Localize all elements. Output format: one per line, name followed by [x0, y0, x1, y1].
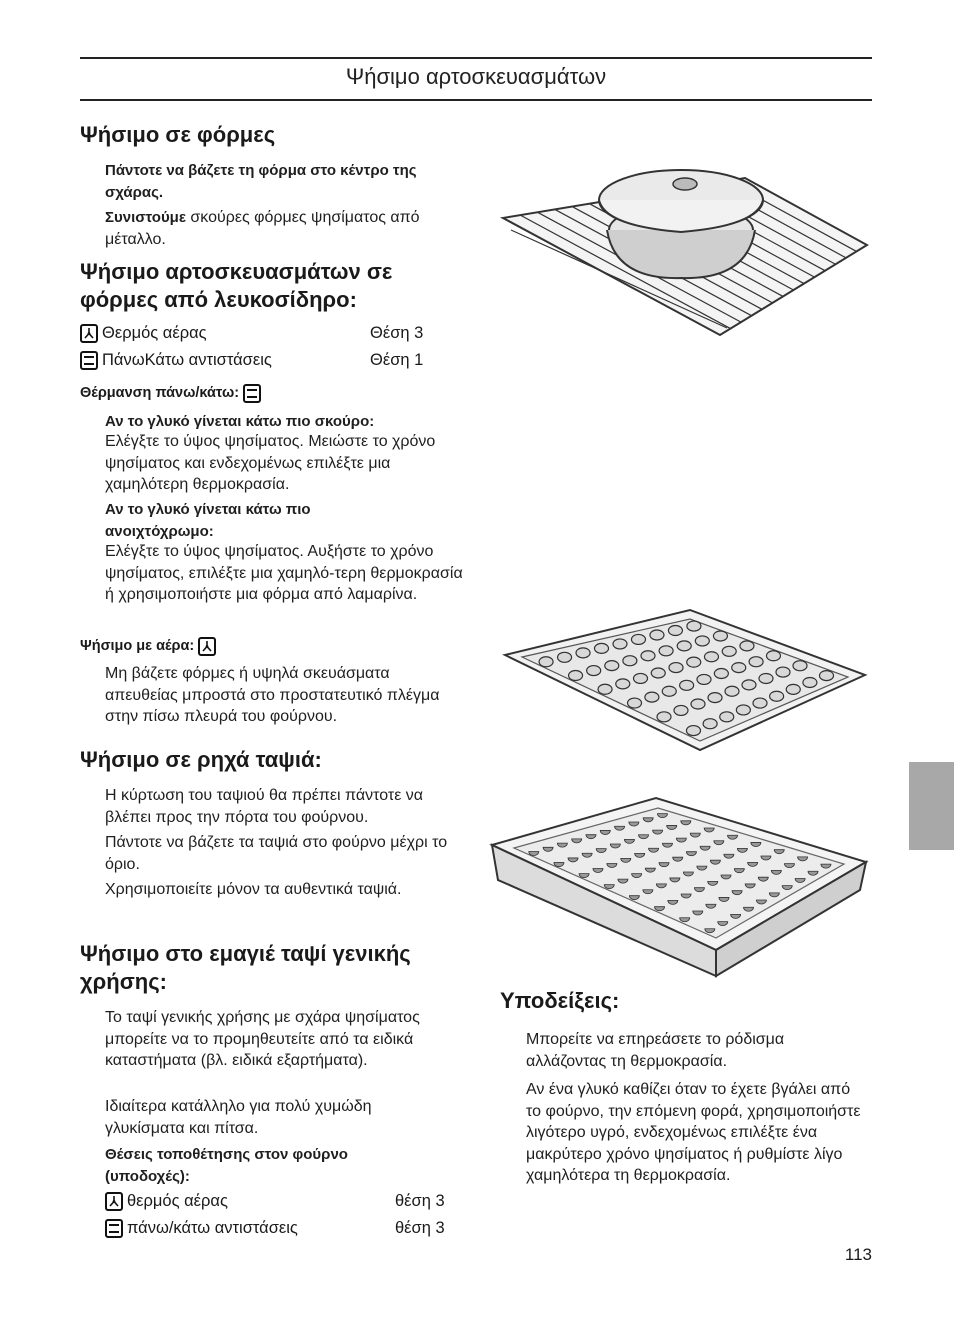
fan-oven-icon: [198, 637, 216, 656]
recommend-text: σκούρες φόρμες ψησίματος από μέταλλο.: [105, 209, 420, 248]
cookie: [725, 686, 739, 696]
cookie: [708, 693, 722, 703]
cookie: [641, 651, 655, 661]
top-bottom-heat-icon: [105, 1219, 123, 1238]
top-bottom-heat-icon: [243, 384, 261, 403]
heading-line-2: φόρμες από λευκοσίδηρο:: [80, 287, 357, 312]
enamel-paragraph-2: Ιδιαίτερα κατάλληλο για πολύ χυμώδη γλυκίσματα και πίτσα.: [105, 1098, 372, 1137]
paragraph-recommend: [105, 207, 465, 250]
cookie: [680, 680, 694, 690]
section-heading-tin-forms: [80, 258, 392, 314]
label-updown-heat: [80, 383, 265, 403]
cake-form-on-rack-illustration: [495, 160, 875, 350]
cookie: [631, 634, 645, 644]
page-number: 113: [844, 1245, 872, 1264]
mode-name: θερμός αέρας: [127, 1192, 228, 1210]
shelf-positions-label: Θέσεις τοποθέτησης στον φούρνο (υποδοχές):: [105, 1146, 348, 1185]
cookie: [713, 631, 727, 641]
enamel-paragraph-1: Το ταψί γενικής χρήσης με σχάρα ψησίματος μπορείτε να το προμηθευτείτε από τα ειδικά καταστήματα (βλ. ειδικά εξαρτήματα).: [105, 1009, 420, 1069]
cookie: [720, 712, 734, 722]
cookie: [628, 698, 642, 708]
tray-paragraph-3: Χρησιμοποιείτε μόνον τα αυθεντικά ταψιά.: [105, 881, 402, 898]
cookie: [740, 641, 754, 651]
section-heading-forms: Ψήσιμο σε φόρμες: [80, 122, 276, 147]
cookie: [616, 679, 630, 689]
cookie: [623, 656, 637, 666]
cookie: [691, 699, 705, 709]
setting-row-updown: [80, 349, 440, 371]
mode-name: Θερμός αέρας: [102, 324, 207, 342]
section-heading-tips: Υποδείξεις:: [500, 988, 620, 1013]
cookie: [674, 705, 688, 715]
cookie: [645, 692, 659, 702]
cookie: [687, 657, 701, 667]
cookie: [595, 643, 609, 653]
label-text: Θέρμανση πάνω/κάτω:: [80, 385, 240, 401]
tray-paragraph-2: Πάντοτε να βάζετε τα ταψιά στο φούρνο μέχρι το όριο.: [105, 834, 448, 873]
heading-line-1: Ψήσιμο στο εμαγιέ ταψί γενικής: [80, 941, 411, 966]
section-heading-shallow-trays: Ψήσιμο σε ρηχά ταψιά:: [80, 747, 322, 772]
cookie: [766, 651, 780, 661]
fan-oven-icon: [105, 1192, 123, 1211]
cookie: [749, 657, 763, 667]
cookie: [634, 673, 648, 683]
top-bottom-heat-icon: [80, 351, 98, 370]
heading-line-2: χρήσης:: [80, 969, 167, 994]
shelf-position: Θέση 1: [370, 351, 424, 369]
cookie: [704, 652, 718, 662]
cookie: [803, 677, 817, 687]
shallow-tray-with-cookies-illustration: [500, 605, 870, 755]
tips-paragraph-2: Αν ένα γλυκό καθίζει όταν το έχετε βγάλει από το φούρνο, την επόμενη φορά, χρησιμοποιήστε λιγότερο υγρό, ενδεχομένως επιλέξτε ένα μακρύτερο χρόνο ψησίματος ή ρυθμίστε λίγο χαμηλότερα τη θερμοκρασία.: [526, 1081, 861, 1184]
cookie: [605, 661, 619, 671]
heading-line-1: Ψήσιμο αρτοσκευασμάτων σε: [80, 259, 393, 284]
section-heading-enamel-tray: [80, 940, 411, 996]
page-title: Ψήσιμο αρτοσκευασμάτων: [345, 64, 607, 89]
cookie: [776, 667, 790, 677]
cookie: [576, 648, 590, 658]
cookie: [598, 684, 612, 694]
fan-oven-icon: [80, 324, 98, 343]
cookie: [569, 671, 583, 681]
cookie: [695, 636, 709, 646]
cookie: [759, 673, 773, 683]
cookie: [742, 680, 756, 690]
lighter-bottom-text: Ελέγξτε το ύψος ψησίματος. Αυξήστε το χρόνο ψησίματος, επιλέξτε μια χαμηλό-τερη θερμοκρασία ή χρησιμοποιήστε μια φόρμα από λαμαρίνα.: [105, 543, 463, 603]
cookie: [558, 652, 572, 662]
chapter-tab: [909, 762, 954, 850]
recommend-bold: Συνιστούμε: [105, 209, 186, 226]
lighter-bottom-heading: Αν το γλυκό γίνεται κάτω πιο ανοιχτόχρωμο:: [105, 501, 311, 540]
cookie: [686, 726, 700, 736]
enamel-tray-illustration: [488, 790, 870, 980]
cookie: [659, 646, 673, 656]
cookie: [587, 666, 601, 676]
cookie: [793, 661, 807, 671]
mode-name: πάνω/κάτω αντιστάσεις: [127, 1219, 298, 1237]
cookie: [668, 626, 682, 636]
shelf-position: θέση 3: [395, 1219, 445, 1237]
cookie: [669, 663, 683, 673]
cookie: [677, 641, 691, 651]
header-top-rule: [80, 57, 872, 59]
cookie: [722, 646, 736, 656]
cookie: [820, 671, 834, 681]
label-fan-bake: [80, 636, 220, 656]
cookie: [650, 630, 664, 640]
cookie: [657, 712, 671, 722]
tray-paragraph-1: Η κύρτωση του ταψιού θα πρέπει πάντοτε να βλέπει προς την πόρτα του φούρνου.: [105, 787, 424, 826]
cookie: [732, 663, 746, 673]
tips-paragraph-1: Μπορείτε να επηρεάσετε το ρόδισμα αλλάζοντας τη θερμοκρασία.: [526, 1031, 785, 1070]
label-text: Ψήσιμο με αέρα:: [80, 638, 195, 654]
shelf-position: θέση 3: [395, 1192, 445, 1210]
shelf-position: Θέση 3: [370, 324, 424, 342]
cookie: [539, 657, 553, 667]
cookie: [613, 639, 627, 649]
cookie: [770, 691, 784, 701]
cookie: [703, 719, 717, 729]
darker-bottom-text: Ελέγξτε το ύψος ψησίματος. Μειώστε το χρόνο ψησίματος και ενδεχομένως επιλέξτε μια χαμηλότερη θερμοκρασία.: [105, 433, 436, 493]
cookie: [662, 686, 676, 696]
setting-row-fan: [80, 322, 440, 344]
cookie: [687, 621, 701, 631]
cookie: [714, 669, 728, 679]
cookie: [786, 684, 800, 694]
mode-name: ΠάνωΚάτω αντιστάσεις: [102, 351, 272, 369]
cookie: [651, 668, 665, 678]
darker-bottom-heading: Αν το γλυκό γίνεται κάτω πιο σκούρο:: [105, 413, 375, 430]
header-bottom-rule: [80, 99, 872, 101]
setting-row-fan: [105, 1190, 455, 1212]
setting-row-updown: [105, 1217, 455, 1239]
fan-bake-text: Μη βάζετε φόρμες ή υψηλά σκευάσματα απευθείας μπροστά στο προστατευτικό πλέγμα στην πίσω πλευρά του φούρνου.: [105, 665, 440, 725]
cookie: [753, 698, 767, 708]
cookie: [697, 674, 711, 684]
cookie: [736, 705, 750, 715]
paragraph-center-form: Πάντοτε να βάζετε τη φόρμα στο κέντρο της σχάρας.: [105, 162, 417, 201]
